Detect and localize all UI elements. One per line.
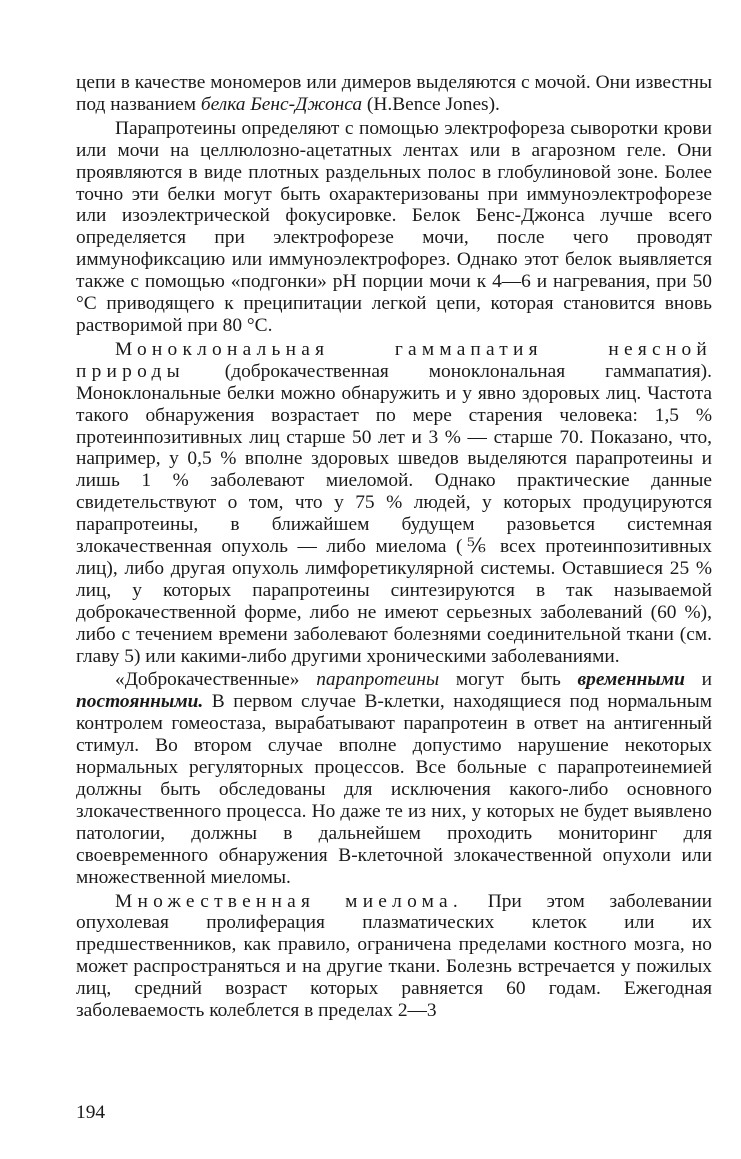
italic-term-permanent: постоянными. xyxy=(76,691,204,713)
section-heading-multiple-myeloma: Множественная миелома. xyxy=(115,890,463,912)
italic-term-bence-jones: белка Бенс-Джонса xyxy=(200,93,363,115)
section-heading-mgus: Моноклональная гаммапатия неясной природы xyxy=(76,338,712,382)
paragraph-text: При этом заболевании опухолевая пролиферация плазматических клеток или их предшественников, как правило, ограничена пределами костного мозга, но может распространяться и на другие ткани. Болезнь встречается у пожилых лиц, средний возраст которых равняется 60 годам. Ежегодная заболеваемость колеблется в пределах 2—3 xyxy=(76,890,712,1022)
paragraph-electrophoresis xyxy=(76,118,712,337)
paragraph-text: В первом случае В-клетки, находящиеся под нормальным контролем гомеостаза, вырабатывают парапротеин в ответ на антигенный стимул. Во втором случае вполне допустимо нарушение некоторых нормальных регуляторных процессов. Все больные с парапротеинемией должны быть обследованы для исключения какого-либо основного злокачественного процесса. Но даже те из них, у которых не будет выявлено патологии, должны в дальнейшем проходить мониторинг для своевременного обнаружения В-клеточной злокачественной опухоли или множественной миеломы. xyxy=(76,691,712,888)
italic-term-temporary: временными xyxy=(577,669,685,691)
paragraph-text: цепи в качестве мономеров или димеров выделяются с мочой. Они известны под названием xyxy=(76,72,712,115)
paragraph-text: «Доброкачественные» xyxy=(115,669,317,691)
page-number: 194 xyxy=(76,1102,106,1123)
page-body xyxy=(76,72,712,1022)
italic-term-paraproteins: парапротеины xyxy=(316,669,440,691)
paragraph-text: (доброкачественная моноклональная гаммапатия). Моноклональные белки можно обнаружить и у явно здоровых лиц. Частота такого обнаружения возрастает по мере старения человека: 1,5 % протеинпозитивных лиц старше 50 лет и 3 % — старше 70. Показано, что, например, у 0,5 % вполне здоровых шведов выделяются парапротеины и лишь 1 % заболевают миеломой. Однако практические данные свидетельствуют о том, что у 75 % людей, у которых продуцируются парапротеины, в ближайшем будущем разовьется системная злокачественная опухоль — либо миелома (⅚ всех протеинпозитивных лиц), либо другая опухоль лимфоретикулярной системы. Оставшиеся 25 % лиц, у которых парапротеины синтезируются в так называемой доброкачественной форме, либо не имеют серьезных заболеваний (60 %), либо с течением времени заболевают болезнями соединительной ткани (см. главу 5) или какими-либо другими хроническими заболеваниями. xyxy=(76,360,712,667)
paragraph-text: Парапротеины определяют с помощью электрофореза сыворотки крови или мочи на целлюлозно-ацетатных лентах или в агарозном геле. Они проявляются в виде плотных раздельных полос в глобулиновой зоне. Более точно эти белки могут быть охарактеризованы при иммуноэлектрофорезе или изоэлектрической фокусировке. Белок Бенс-Джонса лучше всего определяется при электрофорезе мочи, после чего проводят иммунофиксацию или иммуноэлектрофорез. Однако этот белок выявляется также с помощью «подгонки» pH порции мочи к 4—6 и нагревания, при 50 °С приводящего к преципитации легкой цепи, которая становится вновь растворимой при 80 °С. xyxy=(76,117,712,336)
paragraph-benign-paraproteins xyxy=(76,669,712,888)
paragraph-mgus xyxy=(76,339,712,668)
paragraph-multiple-myeloma xyxy=(76,891,712,1022)
paragraph-bence-jones xyxy=(76,72,712,116)
paragraph-text: и xyxy=(684,669,713,691)
paragraph-text: (H.Bence Jones). xyxy=(362,93,500,115)
paragraph-text: могут быть xyxy=(439,669,578,691)
